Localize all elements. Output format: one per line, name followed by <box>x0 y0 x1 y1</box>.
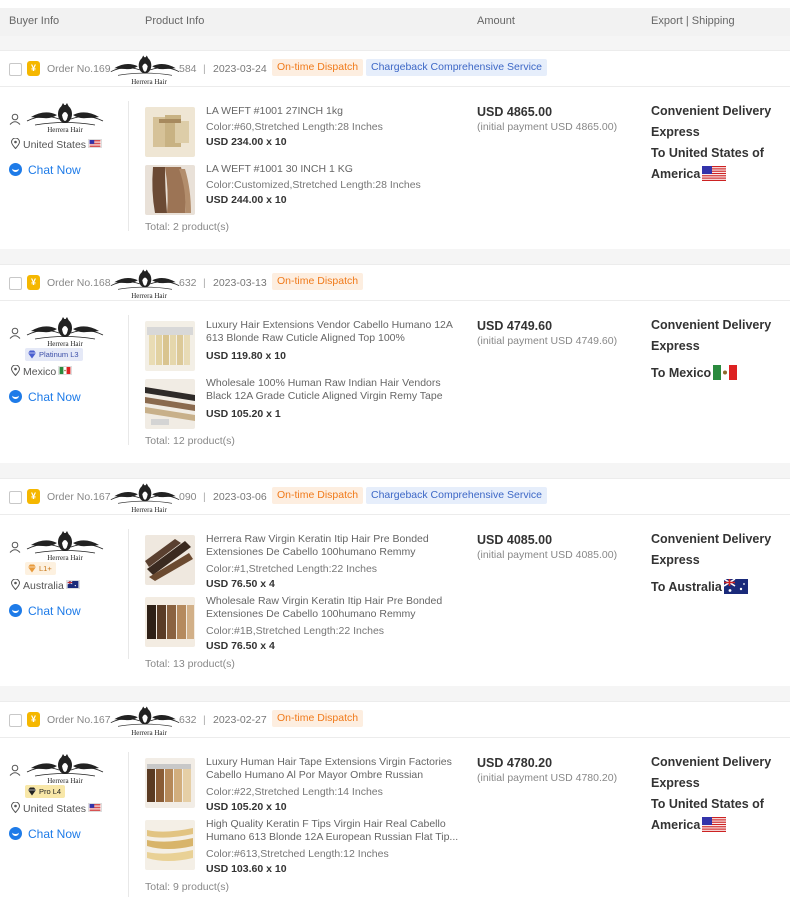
product-title[interactable]: Luxury Hair Extensions Vendor Cabello Humano 12A 613 Blonde Raw Cuticle Aligned Top 100% <box>206 319 453 344</box>
order-date: 2023-03-13 <box>213 277 267 289</box>
product-spec: Color:Customized,Stretched Length:28 Inches <box>206 179 421 191</box>
order-header <box>0 51 790 87</box>
shipping-info <box>651 752 786 836</box>
column-divider <box>128 101 129 231</box>
ship-destination <box>651 143 786 185</box>
location-pin-icon <box>11 802 20 813</box>
chargeback-badge: Chargeback Comprehensive Service <box>366 59 547 76</box>
product-total: Total: 12 product(s) <box>145 435 235 447</box>
buyer-level-badge <box>25 785 65 798</box>
user-icon <box>9 113 21 125</box>
herrera-logo-icon <box>109 704 181 736</box>
column-divider <box>128 752 129 897</box>
user-icon <box>9 541 21 553</box>
header-export-shipping: Export | Shipping <box>651 15 735 27</box>
coin-icon: ¥ <box>27 489 40 504</box>
order-number-suffix: 584 <box>179 63 197 75</box>
order-number: Order No.169 <box>47 63 111 75</box>
us-flag-icon <box>702 817 726 832</box>
column-divider <box>128 315 129 445</box>
dispatch-badge: On-time Dispatch <box>272 273 363 290</box>
product-price: USD 234.00 x 10 <box>206 136 287 148</box>
product-title[interactable]: Luxury Human Hair Tape Extensions Virgin Factories Cabello Humano Al Por Mayor Ombre Russian <box>206 756 452 781</box>
separator: | <box>203 277 206 289</box>
shipping-info <box>651 101 786 185</box>
separator: | <box>203 491 206 503</box>
buyer-level-text: Platinum L3 <box>39 350 79 359</box>
buyer-info <box>9 529 124 669</box>
table-header <box>0 8 790 36</box>
buyer-info <box>9 315 124 455</box>
herrera-logo-icon <box>109 267 181 299</box>
svg-text:Herrera Hair: Herrera Hair <box>47 777 83 785</box>
product-title[interactable]: High Quality Keratin F Tips Virgin Hair Real Cabello Humano 613 Blonde 12A European Russian Flat Tip... <box>206 818 459 843</box>
coin-icon: ¥ <box>27 712 40 727</box>
us-flag-icon <box>88 139 102 148</box>
delivery-method: Convenient Delivery <box>651 532 772 546</box>
product-price: USD 119.80 x 10 <box>206 350 286 362</box>
delivery-express: Express <box>651 125 700 139</box>
product-price: USD 103.60 x 10 <box>206 863 287 875</box>
buyer-location <box>11 138 102 151</box>
order-checkbox[interactable] <box>9 491 22 504</box>
user-icon <box>9 764 21 776</box>
chat-now-label: Chat Now <box>28 390 81 404</box>
australia-flag-icon <box>66 580 80 589</box>
row-gap <box>0 686 790 701</box>
product-item <box>145 756 465 813</box>
buyer-level-badge <box>25 348 83 361</box>
order-number: Order No.167 <box>47 714 111 726</box>
separator: | <box>203 63 206 75</box>
row-gap <box>0 36 790 50</box>
product-spec: Color:#613,Stretched Length:12 Inches <box>206 848 389 860</box>
dispatch-badge: On-time Dispatch <box>272 487 363 504</box>
order-card <box>0 701 790 918</box>
us-flag-icon <box>88 803 102 812</box>
buyer-level-text: L1+ <box>39 564 52 573</box>
order-amount: USD 4865.00 <box>477 105 553 119</box>
order-card <box>0 50 790 244</box>
row-gap <box>0 249 790 264</box>
order-card <box>0 478 790 672</box>
svg-text:Herrera Hair: Herrera Hair <box>131 729 167 736</box>
product-spec: Color:#22,Stretched Length:14 Inches <box>206 786 383 798</box>
us-flag-icon <box>702 166 726 181</box>
initial-payment: (initial payment USD 4749.60) <box>477 335 618 347</box>
dispatch-badge: On-time Dispatch <box>272 59 363 76</box>
product-thumbnail[interactable] <box>145 321 195 371</box>
chat-now-label: Chat Now <box>28 827 81 841</box>
order-date: 2023-02-27 <box>213 714 267 726</box>
product-spec: Color:#1B,Stretched Length:22 Inches <box>206 625 385 637</box>
svg-text:Herrera Hair: Herrera Hair <box>131 506 167 513</box>
ship-destination-text: To Mexico <box>651 366 712 380</box>
buyer-info <box>9 101 124 241</box>
buyer-avatar-logo <box>25 529 105 563</box>
order-number: Order No.168 <box>47 277 111 289</box>
product-thumbnail[interactable] <box>145 107 195 157</box>
location-pin-icon <box>11 365 20 376</box>
chat-icon <box>9 390 22 403</box>
order-header <box>0 479 790 515</box>
product-item <box>145 818 465 875</box>
diamond-icon <box>27 350 37 359</box>
ship-destination-text: To United States of America <box>651 146 764 181</box>
product-item <box>145 107 465 159</box>
order-amount: USD 4749.60 <box>477 319 553 333</box>
svg-text:Herrera Hair: Herrera Hair <box>47 126 83 134</box>
chat-now-label: Chat Now <box>28 163 81 177</box>
herrera-logo-icon <box>109 53 181 85</box>
order-number: Order No.167 <box>47 491 111 503</box>
location-text: Mexico <box>23 366 57 378</box>
product-spec: Color:#60,Stretched Length:28 Inches <box>206 121 383 133</box>
product-thumbnail[interactable] <box>145 820 195 870</box>
product-total: Total: 13 product(s) <box>145 658 235 670</box>
chat-now-button[interactable] <box>9 827 81 841</box>
location-pin-icon <box>11 138 20 149</box>
product-total: Total: 9 product(s) <box>145 881 230 893</box>
chat-icon <box>9 604 22 617</box>
product-price: USD 105.20 x 1 <box>206 408 281 420</box>
product-item <box>145 533 465 590</box>
dispatch-badge: On-time Dispatch <box>272 710 363 727</box>
column-divider <box>128 529 129 659</box>
svg-text:Herrera Hair: Herrera Hair <box>47 554 83 562</box>
initial-payment: (initial payment USD 4085.00) <box>477 549 618 561</box>
separator: | <box>203 714 206 726</box>
chargeback-badge: Chargeback Comprehensive Service <box>366 487 547 504</box>
buyer-info <box>9 752 124 892</box>
delivery-express: Express <box>651 553 700 567</box>
coin-icon: ¥ <box>27 61 40 76</box>
delivery-express: Express <box>651 339 700 353</box>
herrera-logo-icon <box>109 481 181 513</box>
svg-text:Herrera Hair: Herrera Hair <box>47 340 83 348</box>
ship-destination <box>651 363 786 384</box>
delivery-express: Express <box>651 776 700 790</box>
header-buyer-info: Buyer Info <box>9 15 60 27</box>
buyer-location <box>11 802 102 815</box>
product-item <box>145 379 465 431</box>
buyer-location <box>11 365 72 378</box>
order-number-suffix: 632 <box>179 714 197 726</box>
product-title[interactable]: LA WEFT #1001 30 INCH 1 KG <box>206 163 353 175</box>
location-text: United States <box>23 803 87 815</box>
row-gap <box>0 463 790 478</box>
product-thumbnail[interactable] <box>145 535 195 585</box>
diamond-icon <box>27 564 37 573</box>
buyer-level-badge <box>25 562 56 575</box>
australia-flag-icon <box>724 579 748 594</box>
order-amount: USD 4085.00 <box>477 533 553 547</box>
buyer-avatar-logo <box>25 315 105 349</box>
chat-now-button[interactable] <box>9 163 81 177</box>
product-item <box>145 595 465 652</box>
product-item <box>145 321 465 373</box>
product-price: USD 76.50 x 4 <box>206 640 275 652</box>
diamond-icon <box>27 787 37 796</box>
header-product-info: Product Info <box>145 15 205 27</box>
chat-icon <box>9 163 22 176</box>
product-price: USD 76.50 x 4 <box>206 578 275 590</box>
shipping-info <box>651 315 786 384</box>
order-date: 2023-03-06 <box>213 491 267 503</box>
user-icon <box>9 327 21 339</box>
product-title[interactable]: Wholesale Raw Virgin Keratin Itip Hair Pre Bonded Extensiones De Cabello 100humano Remmy <box>206 595 443 620</box>
location-pin-icon <box>11 579 20 590</box>
buyer-avatar-logo <box>25 752 105 786</box>
ship-destination-text: To Australia <box>651 580 722 594</box>
product-spec: Color:#1,Stretched Length:22 Inches <box>206 563 378 575</box>
delivery-method: Convenient Delivery <box>651 755 772 769</box>
product-title[interactable]: Wholesale 100% Human Raw Indian Hair Vendors Black 12A Grade Cuticle Aligned Virgin Remy Tape <box>206 377 443 402</box>
order-checkbox[interactable] <box>9 277 22 290</box>
product-thumbnail[interactable] <box>145 165 195 215</box>
coin-icon: ¥ <box>27 275 40 290</box>
svg-text:Herrera Hair: Herrera Hair <box>131 78 167 85</box>
svg-text:Herrera Hair: Herrera Hair <box>131 292 167 299</box>
order-checkbox[interactable] <box>9 63 22 76</box>
location-text: Australia <box>23 580 64 592</box>
order-amount: USD 4780.20 <box>477 756 553 770</box>
ship-destination <box>651 577 786 598</box>
product-title[interactable]: Herrera Raw Virgin Keratin Itip Hair Pre Bonded Extensiones De Cabello 100humano Remmy <box>206 533 429 558</box>
order-number-suffix: 632 <box>179 277 197 289</box>
buyer-location <box>11 579 80 592</box>
mexico-flag-icon <box>58 366 72 375</box>
shipping-info <box>651 529 786 598</box>
buyer-level-text: Pro L4 <box>39 787 62 796</box>
order-checkbox[interactable] <box>9 714 22 727</box>
ship-destination <box>651 794 786 836</box>
order-header <box>0 702 790 738</box>
product-price: USD 244.00 x 10 <box>206 194 287 206</box>
order-header <box>0 265 790 301</box>
initial-payment: (initial payment USD 4865.00) <box>477 121 618 133</box>
mexico-flag-icon <box>713 365 737 380</box>
location-text: United States <box>23 139 87 151</box>
product-total: Total: 2 product(s) <box>145 221 230 233</box>
chat-now-button[interactable] <box>9 390 81 404</box>
order-date: 2023-03-24 <box>213 63 267 75</box>
order-card <box>0 264 790 458</box>
product-thumbnail[interactable] <box>145 758 195 808</box>
delivery-method: Convenient Delivery <box>651 318 772 332</box>
chat-now-button[interactable] <box>9 604 81 618</box>
order-number-suffix: 090 <box>179 491 197 503</box>
product-thumbnail[interactable] <box>145 379 195 429</box>
header-amount: Amount <box>477 15 515 27</box>
initial-payment: (initial payment USD 4780.20) <box>477 772 618 784</box>
ship-destination-text: To United States of America <box>651 797 764 832</box>
product-title[interactable]: LA WEFT #1001 27INCH 1kg <box>206 105 343 117</box>
buyer-avatar-logo <box>25 101 105 135</box>
delivery-method: Convenient Delivery <box>651 104 772 118</box>
product-price: USD 105.20 x 10 <box>206 801 287 813</box>
chat-icon <box>9 827 22 840</box>
product-thumbnail[interactable] <box>145 597 195 647</box>
chat-now-label: Chat Now <box>28 604 81 618</box>
product-item <box>145 165 465 217</box>
